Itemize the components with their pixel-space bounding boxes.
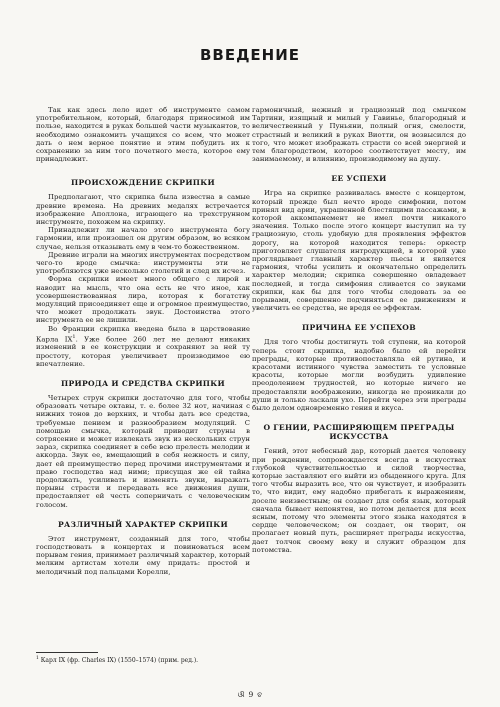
paragraph: Четырех струн скрипки достаточно для того, чтобы образовать четыре октавы, т. е. более 32 нот, начиная с нижних тонов до верхних, и чтобы дать все средства, требуемые пением и разнообразием модуляций. С помощью смычка, который приводит струны в сотрясение и может извлекать звук из нескольких струн зараз, скрипка соединяет в себе всю прелесть мелодии и аккорда. Звук ее, вмещающий в себя нежность и силу, дает ей преимущество перед прочими инструментами и право господства над ними; присущая же ей тайна продолжать, усиливать и изменять звуки, выражать порывы страсти и передавать все движения души, предоставляет ей честь соперничать с человеческим голосом.	[36, 393, 250, 509]
paragraph: Форма скрипки имеет много общего с лирой и наводит на мысль, что она есть не что иное, как усовершенствованная лира, которая к богатству модуляций присоединяет еще и огромное преимущество, что может продолжать звук. Достоинства этого инструмента ее не лишили.	[36, 275, 250, 325]
paragraph: Предполагают, что скрипка была известна в самые древние времена. На древних медалях встречается изображение Аполлона, играющего на трехструнном инструменте, похожем на скрипку.	[36, 193, 250, 227]
page-number: 9	[248, 690, 254, 699]
page-title: ВВЕДЕНИЕ	[199, 46, 301, 64]
footnote	[36, 655, 336, 664]
paragraph: Гений, этот небесный дар, который дается человеку при рождении, сопровождается всегда в искусствах глубокой чувствительностью и силой творчества, которые заставляют его выйти из обыденного круга. Для того чтобы выразить все, что он чувствует, и изобразить то, что видит, ему надобно прибегать к выражениям, доселе неизвестным; он создает для себя язык, который сначала бывает непонятен, но потом делается для всех ясным, потому что элементы этого языка находятся в сердце человеческом; он создает, он творит, он пролагает новый путь, расширяет преграды искусства, дает толчок своему веку и служит образцом для потомства.	[252, 447, 466, 554]
heading-character: РАЗЛИЧНЫЙ ХАРАКТЕР СКРИПКИ	[58, 519, 228, 529]
paragraph: Для того чтобы достигнуть той ступени, на которой теперь стоит скрипка, надобно было ей перейти преграды, которые противопоставляла ей рутина, и красотами истинного чувства заместить те условные красоты, которые могли возбудить удивление преодолением трудностей, но которые ничего не предоставляли воображению, никогда не проникали до души и только ласкали ухо. Перейти через эти преграды было делом одновременно гения и вкуса.	[252, 338, 466, 413]
heading-origin: ПРОИСХОЖДЕНИЕ СКРИПКИ	[71, 178, 215, 188]
footnote-ref: 1	[72, 333, 76, 340]
heading-reason: ПРИЧИНА ЕЕ УСПЕХОВ	[302, 323, 416, 333]
heading-genius: О ГЕНИИ, РАСШИРЯЮЩЕМ ПРЕГРАДЫ ИСКУССТВА	[263, 423, 455, 442]
paragraph: Этот инструмент, созданный для того, чтобы господствовать в концертах и повиноваться всем порывам гения, принимает различный характер, который мелким артистам хотели ему придать: простой и мелодичный под пальцами Корелли,	[36, 534, 250, 576]
ornament-left-icon: ଔ	[237, 691, 245, 699]
footnote-rule	[36, 652, 98, 653]
right-column	[252, 106, 466, 554]
heading-nature: ПРИРОДА И СРЕДСТВА СКРИПКИ	[61, 378, 225, 388]
paragraph: Древние играли на многих инструментах посредством чего-то вроде смычка: инструменты эти не употребляются уже несколько столетий и след их исчез.	[36, 250, 250, 276]
footnote-mark: 1	[36, 656, 39, 661]
footnote-text: Карл IX (фр. Charles IX) (1550–1574) (прим. ред.).	[38, 657, 199, 664]
paragraph	[36, 325, 250, 368]
heading-successes: ЕЕ УСПЕХИ	[331, 174, 387, 184]
intro-paragraph: Так как здесь лело идет об инструменте самом употребительном, который, благодаря приносимой им пользе, находится в руках большей части музыкантов, то необходимо ознакомить учащихся со всем, что может дать о нем верное понятие и этим побудить их к сохранению за ним того почетного места, которое ему принадлежит.	[36, 106, 250, 164]
ornament-right-icon: ଚ	[257, 691, 263, 699]
paragraph: Игра на скрипке развивалась вместе с концертом, который прежде был нечто вроде симфонии, потом принял вид арии, украшенной блестящими пассажами, в которой аккомпанемент не имел почти никакого значения. Только после этого концерт выступил на ту грациозную, столь удобную для проявления эффектов дорогу, на которой находится теперь: оркестр приготовляет слушателя интродукцией, в которой уже проглядывает главный характер пьесы и является гармония, чтобы усилить и окончательно определить характер мелодии; скрипка совершенно овладевает последней, и тогда симфония сливается со звуками скрипки, как бы для того чтобы следовать за ее порывами, совершенно подчиняться ее движениям и увеличить ее средства, не вредя ее эффектам.	[252, 189, 466, 313]
paragraph-text: . Уже более 260 лет не делают никаких изменений в ее конструкции и сохраняют за ней ту простоту, которая увеличивает производимое ею впечатление.	[36, 335, 251, 368]
paragraph-text: Во Франции скрипка введена была в царствование Карла IX	[36, 324, 250, 344]
left-column	[36, 106, 250, 576]
paragraph: гармоничный, нежный и грациозный под смычком Тартини, изящный и милый у Гавинье, благородный и величественный у Пуньяни, полный огня, смелости, страстный и великий в руках Виотти, он возвысился до того, что может изображать страсти со всей энергией и тем благородством, которое соответствует месту, им занимаемому, и влиянию, производимому на душу.	[252, 106, 466, 164]
page-number-line	[0, 690, 500, 700]
paragraph: Принадлежит ли начало этого инструмента богу гармонии, или произошел он другим образом, во всяком случае, нельзя отказывать ему в чем-то божественном.	[36, 226, 250, 251]
